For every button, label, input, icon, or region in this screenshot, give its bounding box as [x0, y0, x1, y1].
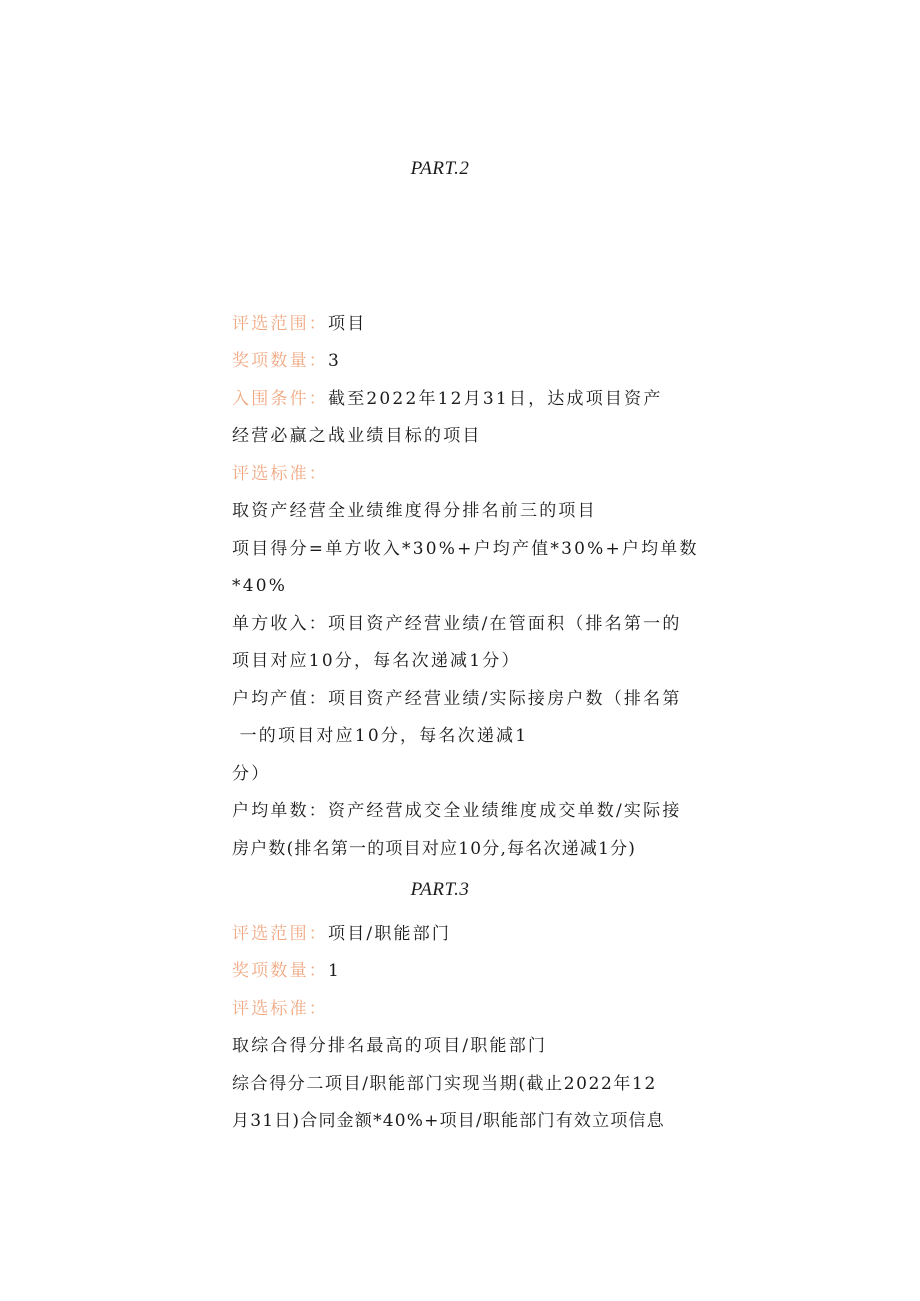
part2-text-line: 户均单数：资产经营成交全业绩维度成交单数/实际接: [232, 801, 682, 821]
part3-count-label: 奖项数量：: [232, 961, 328, 981]
part2-heading: PART.2: [410, 158, 470, 179]
part2-scope-row: [232, 312, 702, 336]
part3-text-line: 取综合得分排名最高的项目/职能部门: [232, 1036, 548, 1056]
part2-condition-label: 入围条件：: [232, 389, 328, 409]
part2-text-line: 单方收入：项目资产经营业绩/在管面积（排名第一的: [232, 614, 682, 634]
part3-heading: PART.3: [410, 879, 470, 900]
part2-standard-label: 评选标准：: [232, 464, 328, 484]
part2-standard-row: [232, 462, 702, 486]
part2-count-row: [232, 349, 702, 373]
part3-count-row: [232, 959, 702, 983]
part2-text-line: 房户数(排名第一的项目对应10分,每名次递减1分): [232, 839, 637, 859]
part3-text-line: 月31日)合同金额*40%+项目/职能部门有效立项信息: [232, 1111, 665, 1131]
part2-scope-value: 项目: [328, 314, 367, 334]
part3-standard-row: [232, 997, 702, 1021]
part2-text-line: 取资产经营全业绩维度得分排名前三的项目: [232, 501, 597, 521]
part2-count-value: 3: [328, 351, 342, 371]
part3-standard-label: 评选标准：: [232, 999, 328, 1019]
part3-scope-label: 评选范围：: [232, 924, 328, 944]
part2-text-line: 项目对应10分，每名次递减1分）: [232, 651, 521, 671]
part2-text-line: 一的项目对应10分，每名次递减1: [232, 726, 529, 746]
part3-scope-row: [232, 922, 702, 946]
part2-text-line: *40%: [232, 576, 288, 596]
part3-scope-value: 项目/职能部门: [328, 924, 452, 944]
part2-text-line: 分）: [232, 764, 271, 784]
part2-condition-row: [232, 387, 702, 411]
part2-scope-label: 评选范围：: [232, 314, 328, 334]
part2-text-line: 项目得分=单方收入*30%+户均产值*30%+户均单数: [232, 539, 699, 559]
part2-condition-value-1: 截至2022年12月31日，达成项目资产: [328, 389, 663, 409]
part2-text-line: 户均产值：项目资产经营业绩/实际接房户数（排名第: [232, 689, 682, 709]
part3-count-value: 1: [328, 961, 342, 981]
part2-condition-continuation: 经营必赢之战业绩目标的项目: [232, 426, 482, 446]
part3-text-line: 综合得分二项目/职能部门实现当期(截止2022年12: [232, 1074, 657, 1094]
part2-count-label: 奖项数量：: [232, 351, 328, 371]
